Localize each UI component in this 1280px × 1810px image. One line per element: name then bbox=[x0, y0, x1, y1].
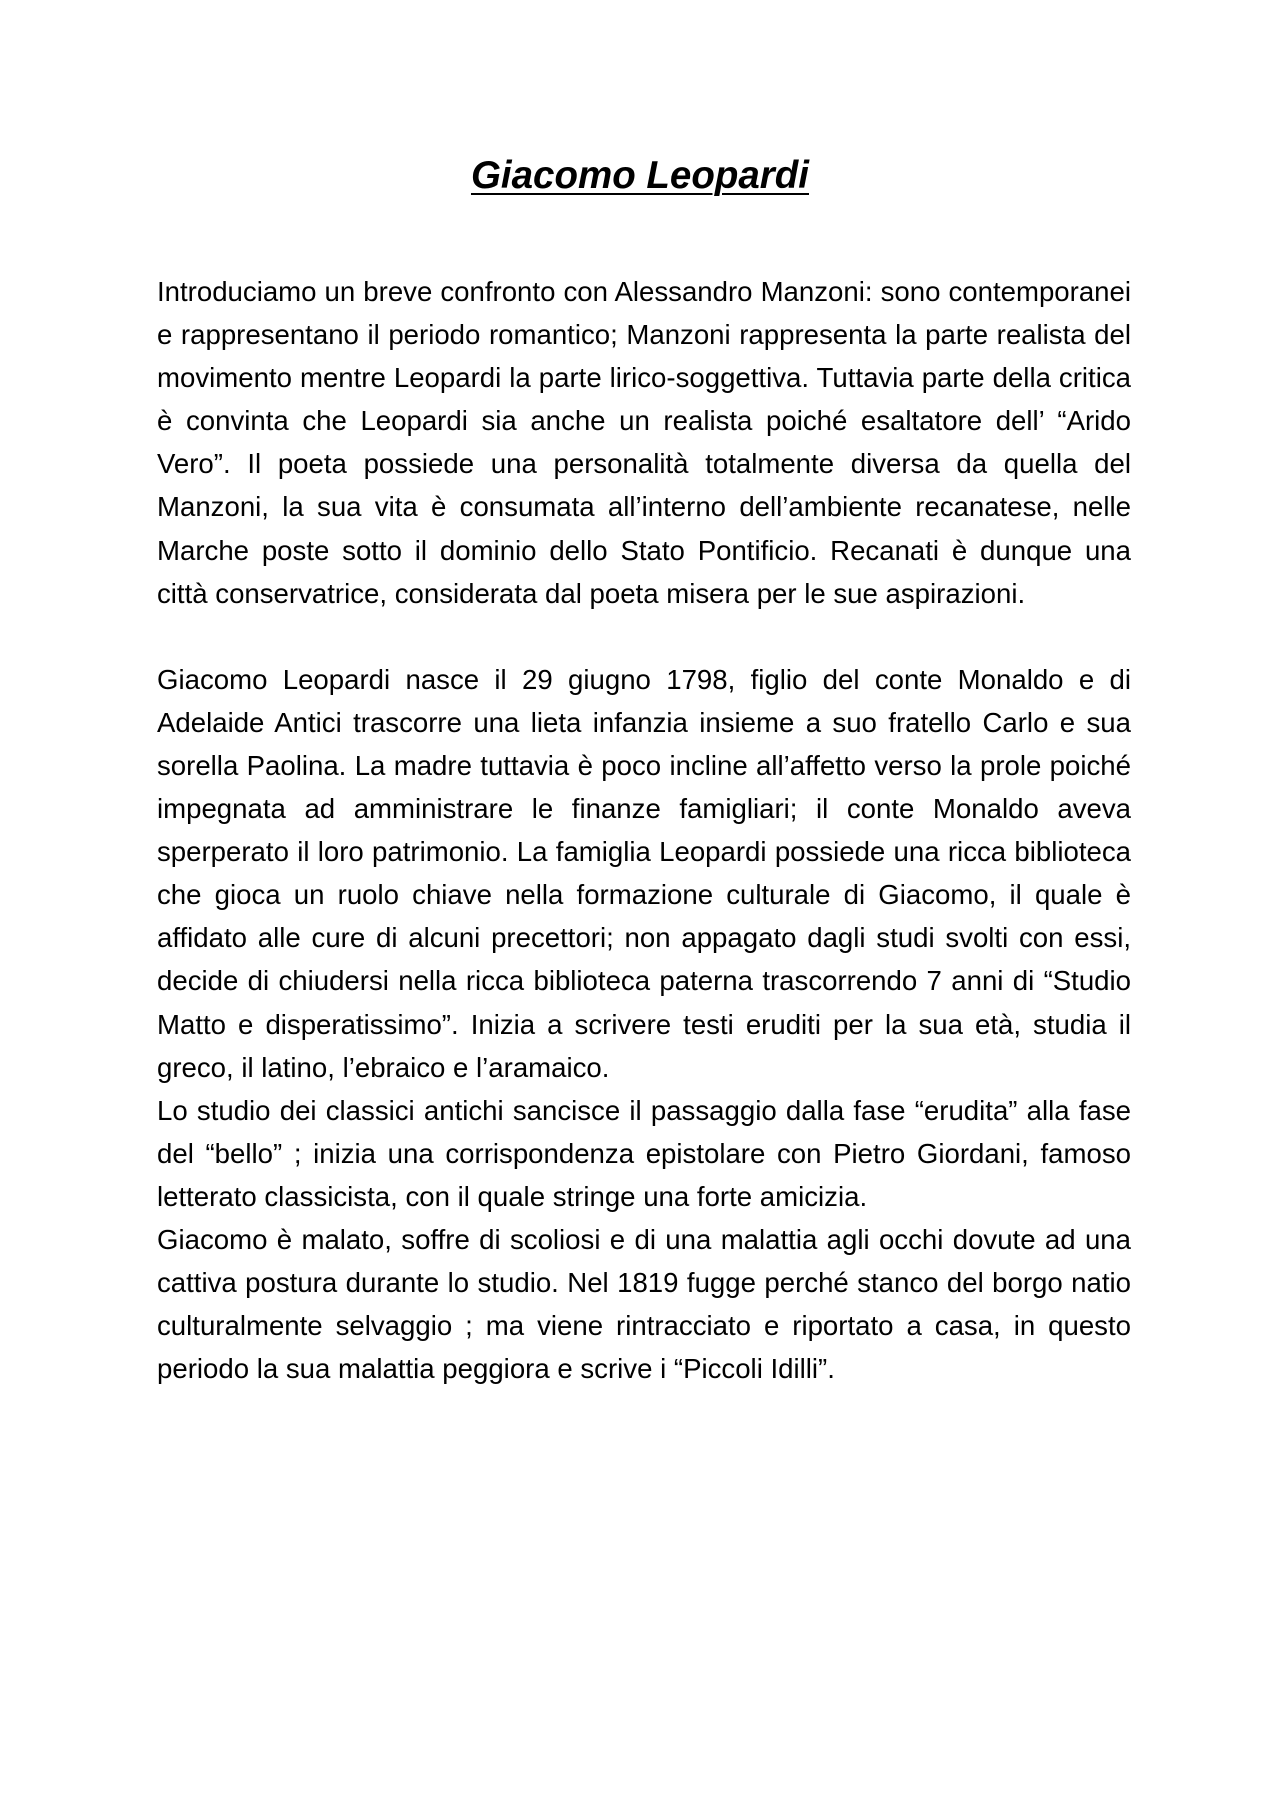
paragraph-classics-study: Lo studio dei classici antichi sancisce il passaggio dalla fase “erudita” alla fase del “bello” ; inizia una corrispondenza epistolare con Pietro Giordani, famoso letterato classicista, con il quale stringe una forte amicizia. bbox=[157, 1094, 1131, 1212]
document-body bbox=[157, 270, 1131, 1390]
paragraph-illness: Giacomo è malato, soffre di scoliosi e di una malattia agli occhi dovute ad una cattiva postura durante lo studio. Nel 1819 fugge perché stanco del borgo natio culturalmente selvaggio ; ma viene rintracciato e riportato a casa, in questo periodo la sua malattia peggiora e scrive i “Piccoli Idilli”. bbox=[157, 1223, 1131, 1385]
paragraph-intro-manzoni: Introduciamo un breve confronto con Alessandro Manzoni: sono contemporanei e rappresentano il periodo romantico; Manzoni rappresenta la parte realista del movimento mentre Leopardi la parte lirico-soggettiva. Tuttavia parte della critica è convinta che Leopardi sia anche un realista poiché esaltatore dell’ “Arido Vero”. Il poeta possiede una personalità totalmente diversa da quella del Manzoni, la sua vita è consumata all’interno dell’ambiente recanatese, nelle Marche poste sotto il dominio dello Stato Pontificio. Recanati è dunque una città conservatrice, considerata dal poeta misera per le sue aspirazioni. bbox=[157, 276, 1131, 609]
page-title: Giacomo Leopardi bbox=[470, 154, 809, 197]
paragraph-biography: Giacomo Leopardi nasce il 29 giugno 1798, figlio del conte Monaldo e di Adelaide Antici trascorre una lieta infanzia insieme a suo fratello Carlo e sua sorella Paolina. La madre tuttavia è poco incline all’affetto verso la prole poiché impegnata ad amministrare le finanze famigliari; il conte Monaldo aveva sperperato il loro patrimonio. La famiglia Leopardi possiede una ricca biblioteca che gioca un ruolo chiave nella formazione culturale di Giacomo, il quale è affidato alle cure di alcuni precettori; non appagato dagli studi svolti con essi, decide di chiudersi nella ricca biblioteca paterna trascorrendo 7 anni di “Studio Matto e disperatissimo”. Inizia a scrivere testi eruditi per la sua età, studia il greco, il latino, l’ebraico e l’aramaico. bbox=[157, 663, 1131, 1083]
